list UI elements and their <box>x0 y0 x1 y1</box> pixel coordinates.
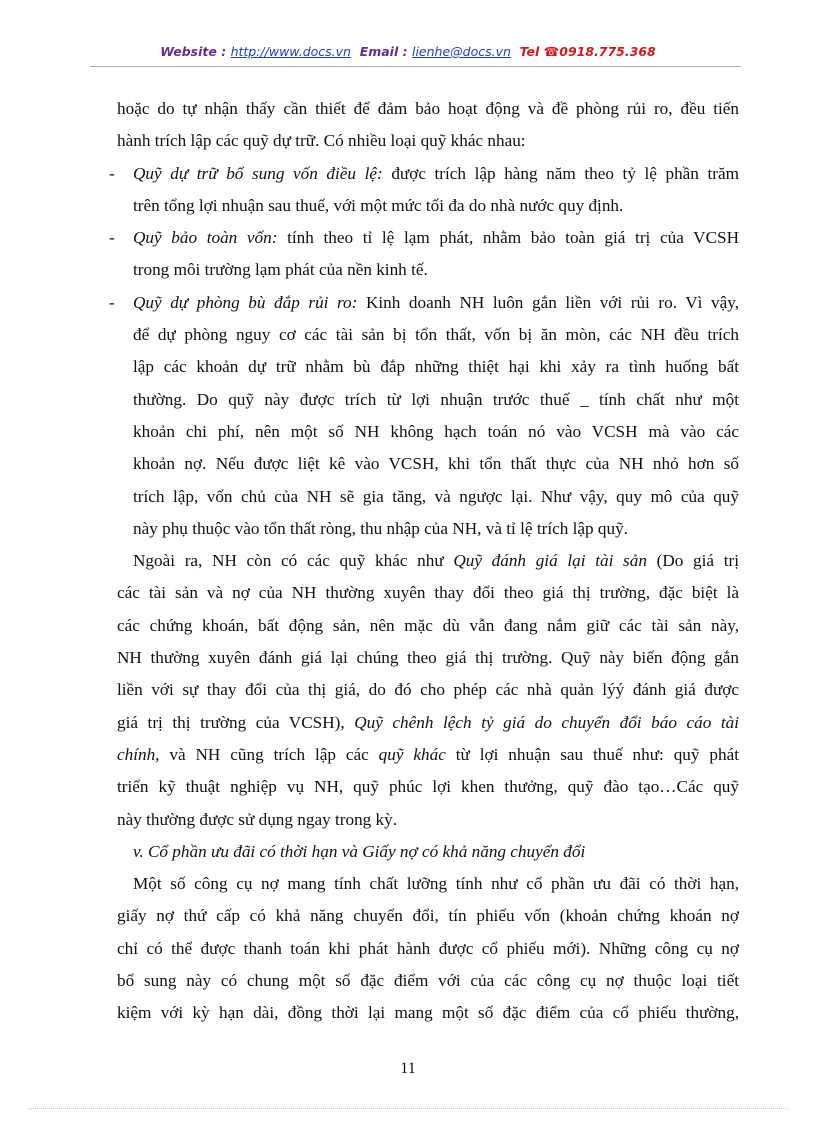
text-line: hoặc do tự nhận thấy cần thiết để đảm bảo hoạt động và đề phòng rủi ro, đều tiến <box>117 99 739 118</box>
text-line: các tài sản và nợ của NH thường xuyên thay đổi theo giá thị trường, đặc biệt là <box>117 583 739 603</box>
website-link[interactable]: http://www.docs.vn <box>230 44 351 59</box>
document-body <box>109 93 740 1030</box>
page-bottom-divider <box>28 1108 788 1109</box>
text-line: hành trích lập các quỹ dự trữ. Có nhiều loại quỹ khác nhau: <box>117 131 526 151</box>
text-line: trích lập, vốn chủ của NH sẽ gia tăng, và ngược lại. Như vậy, quy mô của quỹ <box>133 486 739 506</box>
tel-label: Tel <box>519 44 540 59</box>
email-label: Email <box>359 44 399 59</box>
text-line: bổ sung này có chung một số đặc điểm với của các công cụ nợ thuộc loại tiết <box>117 971 739 991</box>
list-item: - Quỹ bảo toàn vốn: tính theo tỉ lệ lạm phát, nhằm bảo toàn giá trị của VCSH <box>117 222 739 254</box>
text-line: này thường được sử dụng ngay trong kỳ. <box>117 809 398 829</box>
term: Quỹ đánh giá lại tài sản <box>453 551 647 571</box>
bullet-marker: - <box>109 228 115 248</box>
text-line: trong môi trường lạm phát của nền kinh tế. <box>133 260 428 280</box>
page-number: 11 <box>400 1060 416 1077</box>
paragraph-line: Ngoài ra, NH còn có các quỹ khác như Quỹ đánh giá lại tài sản (Do giá trị <box>133 551 739 571</box>
paragraph-line: chính, và NH cũng trích lập các quỹ khác từ lợi nhuận sau thuế như: quỹ phát <box>117 744 739 764</box>
text-line: giấy nợ thứ cấp có khả năng chuyển đổi, tín phiếu vốn (khoản chứng khoán nợ <box>117 906 739 926</box>
text-line: khoản chi phí, nên một số NH không hạch toán nó vào VCSH mà vào các <box>133 421 739 441</box>
term: Quỹ dự trữ bổ sung vốn điều lệ: <box>133 163 383 183</box>
term: chính, <box>117 744 160 764</box>
list-item: - Quỹ dự phòng bù đắp rủi ro: Kinh doanh NH luôn gắn liền với rủi ro. Vì vậy, <box>117 287 739 319</box>
text-line: kiệm với kỳ hạn dài, đồng thời lại mang một số đặc điểm của cổ phiếu thường, <box>117 1003 739 1023</box>
list-item: - Quỹ dự trữ bổ sung vốn điều lệ: được trích lập hàng năm theo tỷ lệ phần trăm <box>117 158 739 190</box>
bullet-marker: - <box>109 163 115 183</box>
paragraph-line: giá trị thị trường của VCSH), Quỹ chênh lệch tỷ giá do chuyển đổi báo cáo tài <box>117 712 739 732</box>
text-line: trên tổng lợi nhuận sau thuế, với một mức tối đa do nhà nước quy định. <box>133 195 624 215</box>
term: Quỹ dự phòng bù đắp rủi ro: <box>133 292 358 312</box>
section-heading: v. Cổ phần ưu đãi có thời hạn và Giấy nợ có khả năng chuyển đổi <box>133 841 586 861</box>
text-line: NH thường xuyên đánh giá lại chúng theo giá thị trường. Quỹ này biến động gắn <box>117 648 739 668</box>
phone-icon: ☎ <box>543 44 560 59</box>
text-line: chỉ có thể được thanh toán khi phát hành được cổ phiếu mới). Những công cụ nợ <box>117 938 739 958</box>
website-label: Website <box>160 44 217 59</box>
text-line: các chứng khoán, bất động sản, nên mặc dù vẫn đang nắm giữ các tài sản này, <box>117 615 739 635</box>
text-line: này phụ thuộc vào tổn thất ròng, thu nhập của NH, và tỉ lệ trích lập quỹ. <box>133 518 628 538</box>
term: quỹ khác <box>378 744 446 764</box>
bullet-marker: - <box>109 292 115 312</box>
text-line: triển kỹ thuật nghiệp vụ NH, quỹ phúc lợi khen thưởng, quỹ đào tạo…Các quỹ <box>117 777 739 797</box>
text-line: để dự phòng nguy cơ các tài sản bị tổn thất, vốn bị ăn mòn, các NH đều trích <box>133 325 739 345</box>
term: Quỹ bảo toàn vốn: <box>133 228 278 248</box>
term: Quỹ chênh lệch tỷ giá do chuyển đổi báo cáo tài <box>354 712 739 732</box>
page-header: Website : http://www.docs.vn Email : lienhe@docs.vn Tel ☎0918.775.368 <box>160 44 656 59</box>
text-line: liền với sự thay đổi của thị giá, do đó cho phép các nhà quản lýý đánh giá được <box>117 680 739 700</box>
phone-number: 0918.775.368 <box>559 44 656 59</box>
text-line: lập các khoản dự trữ nhằm bù đắp những thiệt hại khi xảy ra tình huống bất <box>133 357 739 377</box>
text-line: Một số công cụ nợ mang tính chất lưỡng tính như cổ phần ưu đãi có thời hạn, <box>133 874 739 894</box>
text-line: khoản nợ. Nếu được liệt kê vào VCSH, khi tổn thất thực của NH nhỏ hơn số <box>133 454 739 474</box>
header-divider <box>90 66 741 67</box>
text-line: thường. Do quỹ này được trích từ lợi nhuận trước thuế _ tính chất như một <box>133 389 739 409</box>
email-link[interactable]: lienhe@docs.vn <box>411 44 511 59</box>
